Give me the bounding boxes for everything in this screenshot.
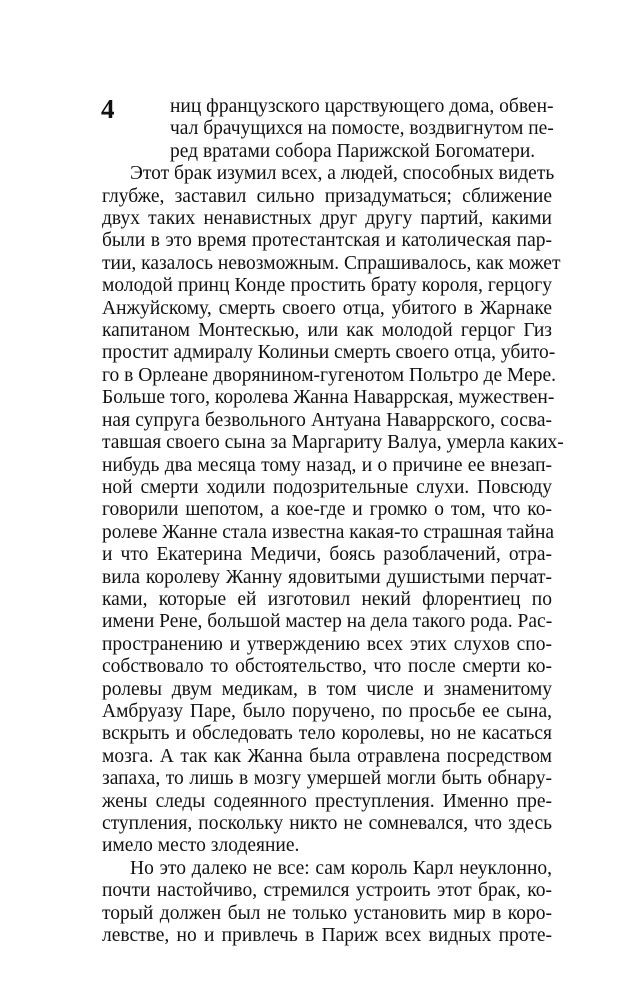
text-line: ролеве Жанне стала известна какая-то страшная тайна [102,521,555,543]
text-line: простит адмиралу Колиньи смерть своего отца, убито- [102,342,556,364]
text-line: мозга. А так как Жанна была отравлена посредством [102,745,552,767]
text-line: жены следы содеянного преступления. Именно пре- [102,790,552,812]
text-line: собствовало то обстоятельство, что после смерти ко- [102,656,552,678]
text-line: капитаном Монтескью, или как молодой герцог Гиз [102,320,552,342]
text-line: двух таких ненавистных друг другу партий, какими [102,208,552,230]
text-line: говорили шепотом, а кое-где и громко о том, что ко- [102,499,552,521]
text-line: молодой принц Конде простить брату короля, герцогу [102,275,552,297]
text-line: ная супруга безвольного Антуана Наваррского, сосва- [102,409,552,431]
text-line: почти настойчиво, стремился устроить этот брак, ко- [102,880,552,902]
text-line: чал брачущихся на помосте, воздвигнутом пе- [170,118,554,140]
text-line: ред вратами собора Парижской Богоматери. [170,140,536,162]
text-line: го в Орлеане дворянином-гугенотом Польтро де Мере. [102,364,557,386]
text-line: Этот брак изумил всех, а людей, способных видеть [130,163,555,185]
text-line: ролевы двум медикам, в том числе и знаменитому [102,678,552,700]
text-line: и что Екатерина Медичи, боясь разоблачений, отра- [102,544,552,566]
text-line: ной смерти ходили подозрительные слухи. Повсюду [102,476,552,498]
text-line: Анжуйскому, смерть своего отца, убитого в Жарнаке [102,297,552,319]
text-line: были в это время протестантская и католическая пар- [102,230,552,252]
text-line: запаха, то лишь в мозгу умершей могли быть обнару- [102,768,552,790]
text-line: левстве, но и привлечь в Париж всех видных проте- [102,925,552,947]
text-line: Больше того, королева Жанна Наваррская, мужествен- [102,387,555,409]
body-text [102,96,564,947]
text-line: пространению и утверждению всех этих слухов спо- [102,633,552,655]
page-number: 4 [101,94,115,124]
text-line: Амбруазу Паре, было поручено, по просьбе ее сына, [102,700,552,722]
text-line: торый должен был не только установить мир в коро- [102,902,552,924]
text-line: имени Рене, большой мастер на дела такого рода. Рас- [102,611,553,633]
text-line: вскрыть и обследовать тело королевы, но не касаться [102,723,552,745]
text-line: имело место злодеяние. [102,835,300,857]
text-line: вила королеву Жанну ядовитыми душистыми перчат- [102,566,552,588]
text-line: тавшая своего сына за Маргариту Валуа, умерла каких- [102,432,564,454]
text-line: глубже, заставил сильно призадуматься; сближение [102,185,552,207]
text-line: ками, которые ей изготовил некий флорентиец по [102,588,552,610]
text-line: нибудь два месяца тому назад, и о причине ее внезап- [102,454,552,476]
text-line: ниц французского царствующего дома, обвен- [170,96,554,117]
text-line: Но это далеко не все: сам король Карл неуклонно, [130,857,552,879]
text-line: ступления, поскольку никто не сомневался, что здесь [102,813,552,834]
text-line: тии, казалось невозможным. Спрашивалось, как может [102,252,561,274]
